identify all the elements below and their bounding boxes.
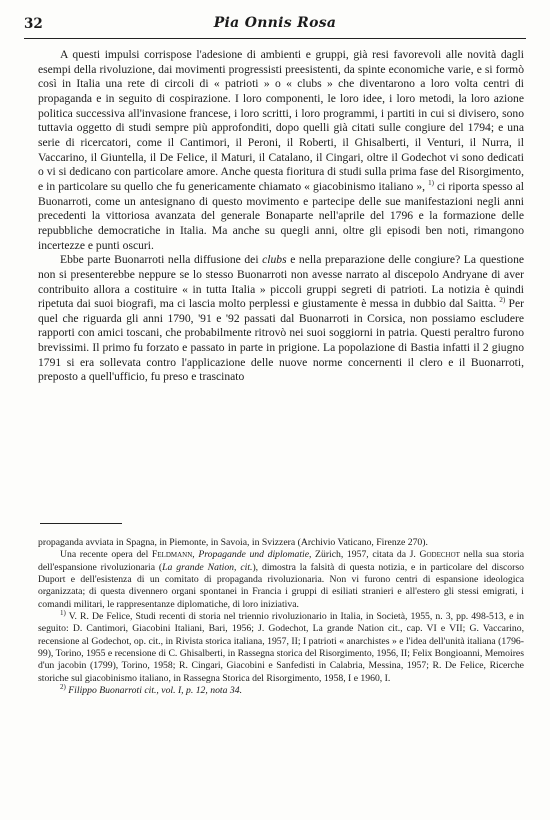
footnote-number: 1) [60, 608, 66, 617]
footnote-continuation: propaganda avviata in Spagna, in Piemonte, in Savoia, in Svizzera (Archivio Vaticano, Firenze 270). [38, 537, 428, 548]
running-title: Pia Onnis Rosa [213, 15, 337, 31]
work-title: La grande Nation, cit. [162, 561, 253, 573]
page-number: 32 [24, 16, 43, 32]
text-run: , Zürich, 1957, citata da J. [309, 549, 416, 561]
footnote-2 [38, 682, 524, 697]
footnote-ref: 1) [428, 179, 434, 188]
author-name: Godechot [419, 549, 460, 561]
text-run: Per quel che riguarda gli anni 1790, '91 e '92 passati dal Buonarroti in Corsica, non possiamo escludere rapporti con amici toscani, che probabilmente ritrovò nei suoi soggiorni in patria. Questi peraltro furono brevissimi. Il primo fu forzato e passato in parte in prigione. La popolazione di Bastia infatti il 2 giugno 1791 si era sollevata contro l'applicazione delle nuove norme concernenti il clero e il Buonarroti, preposto a quell'ufficio, fu preso e trascinato [38, 297, 525, 384]
author-name: Feldmann [151, 549, 193, 561]
text-run: A questi impulsi corrispose l'adesione di ambienti e gruppi, già resi favorevoli alle novità dagli esempi della rivoluzione, dai movimenti progressisti preesistenti, da spinte economiche varie, e si formò così in Italia una rete di circoli di « patrioti » o « clubs » che diventarono a loro volta centri di propaganda e in seguito di cospirazione. I loro componenti, le loro idee, i loro metodi, la loro azione politica successiva all'invasione francese, i loro scritti, i loro programmi, i partiti in cui si divisero, sono tuttavia oggetto di studi sempre più approfonditi, dopo quelli già citati sulle congiure del 1794; e una serie di ricercatori, come il Cantimori, il Peroni, il Roberti, il Ghisalberti, il Venturi, il Nurra, il Vaccarino, il Giuntella, il De Felice, il Maturi, il Catalano, il Cingari, oltre il Godechot vi sono dedicati o vi si dedicano con particolare amore. Anche questa fioritura di studi sulla prima fase del Risorgimento, e in particolare su quello che fu genericamente chiamato « giacobinismo italiano », [38, 48, 524, 193]
text-run: Ebbe parte Buonarroti nella diffusione dei [60, 253, 259, 267]
emphasis: clubs [262, 253, 287, 267]
footnote-text: V. R. De Felice, Studi recenti di storia nel triennio rivoluzionario in Italia, in Società, 1955, n. 3, pp. 498-513, e in seguito: D. Cantimori, Giacobini Italiani, Bari, 1956; J. Godechot, La grande Nation cit., cap. VI e VII; G. Vaccarino, recensione al Godechot, op. cit., in Rivista storica italiana, 1957, II; I patrioti « anarchistes » e l'idea dell'unità italiana (1796-99), Torino, 1955 e recensione di C. Ghisalberti, in Rassegna storica del Risorgimento, 1956, II; Felix Bongioanni, Memoires d'un jacobin (1799), Torino, 1958; R. Cingari, Giacobini e Sanfedisti in Calabria, Messina, 1957; R. De Felice, Ricerche storiche sul giacobinismo italiano, in Rassegna Storica del Risorgimento, 1958, I e 1960, I. [38, 611, 525, 684]
text-run: Una recente opera del [60, 549, 149, 561]
text-run: e nella preparazione delle congiure? La questione non si presenterebbe neppure se lo stesso Buonarroti non avesse narrato al discepolo Andryane di aver contribuito allora a costituire « in tutta Italia » piccoli gruppi segreti di patrioti. La notizia è quindi ripetuta dai suoi biografi, ma ci lascia molto perplessi e giustamente è messa in dubbio dal Saitta. [38, 253, 525, 311]
work-title: Propagande und diplomatie [198, 549, 310, 561]
footnote-note: Una recente opera del Feldmann, Propagande und diplomatie, Zürich, 1957, citata da J. Godechot nella sua storia dell'espansione rivoluzionaria (La grande Nation, cit.), dimostra la falsità di questa notizia, e in particolare del discorso Duport e dell'esistenza di un comitato di propaganda rivoluzionaria. Non vi furono centri di espansione ideologica organizzata; di questa divennero organi spontanei in Francia i gruppi di esiliati stranieri e all'estero gli stessi emigrati, i comandi militari, le rappresentanze diplomatiche, di loro iniziativa. [38, 549, 524, 610]
footnote-text: Filippo Buonarroti cit., vol. I, p. 12, nota 34. [68, 685, 243, 697]
text-run: ), dimostra la falsità di questa notizia, e in particolare del discorso Duport e dell'esistenza di un comitato di propaganda rivoluzionaria. Non vi furono centri di espansione ideologica organizzata; di questa divennero organi spontanei in Francia i gruppi di esiliati stranieri e all'estero gli stessi emigrati, i comandi militari, le rappresentanze diplomatiche, di loro iniziativa. [38, 561, 524, 610]
paragraph [38, 48, 524, 253]
main-text [38, 48, 524, 385]
footnote-rule [40, 523, 122, 524]
text-run: ci riporta spesso al Buonarroti, come un antesignano di questo movimento e partecipe delle sue manifestazioni negli anni precedenti la vittoriosa avanzata del generale Bonaparte nell'aprile del 1796 e la formazione delle repubbliche democratiche in Italia. Ma anche su quegli anni, oltre gli episodi ben noti, rimangono incertezze e punti oscuri. [38, 179, 524, 252]
footnote-number: 2) [60, 682, 66, 691]
header-rule [24, 38, 526, 39]
paragraph [38, 253, 524, 385]
footnotes [38, 537, 524, 697]
text-run: nella sua storia dell'espansione rivoluzionaria ( [38, 549, 524, 573]
page-header [24, 14, 526, 36]
footnote-1 [38, 608, 525, 685]
footnote-ref: 2) [499, 296, 506, 305]
